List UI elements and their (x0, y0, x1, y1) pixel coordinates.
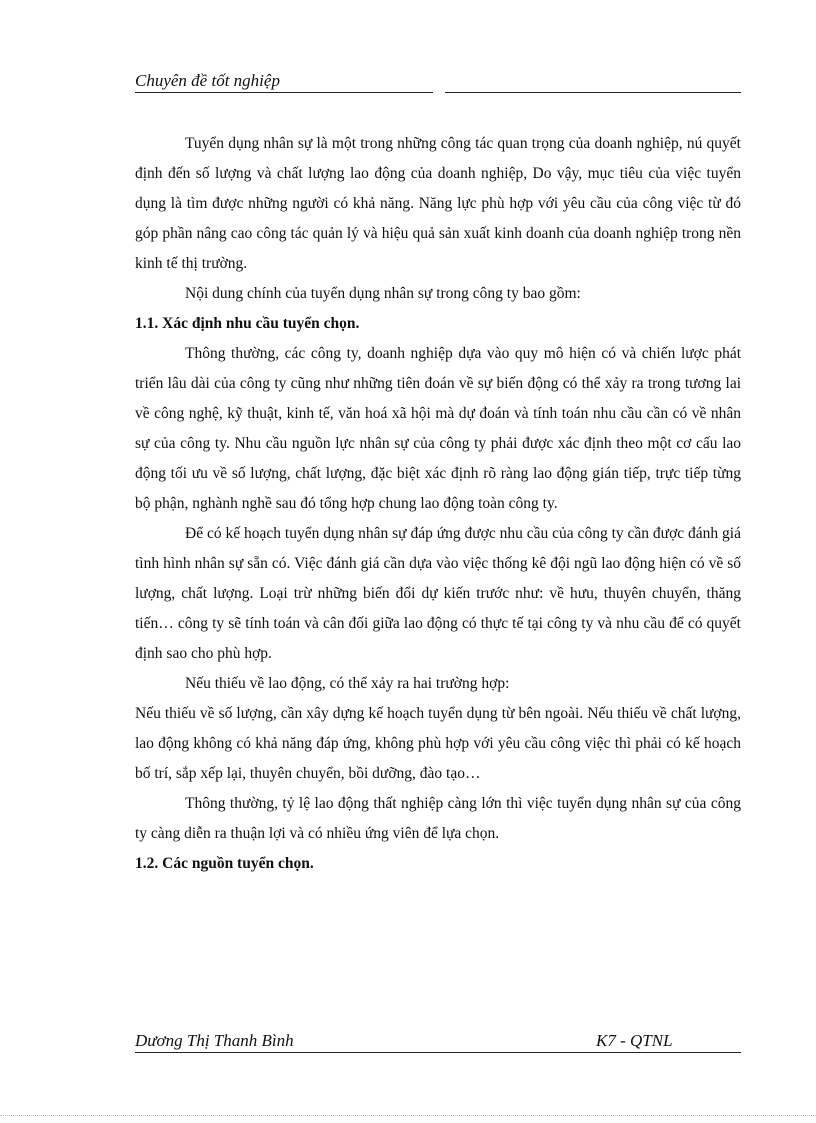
page-footer (135, 1030, 741, 1054)
paragraph-intro: Tuyển dụng nhân sự là một trong những công tác quan trọng của doanh nghiệp, nú quyết định đến số lượng và chất lượng lao động của doanh nghiệp, Do vậy, mục tiêu của việc tuyển dụng là tìm được những người có khả năng. Năng lực phù hợp với yêu cầu của công việc từ đó góp phần nâng cao công tác quản lý và hiệu quả sản xuất kinh doanh của doanh nghiệp trong nền kinh tế thị trường. (135, 135, 741, 272)
header-rule-left (135, 92, 433, 93)
paragraph-content-list: Nội dung chính của tuyển dụng nhân sự trong công ty bao gồm: (185, 285, 581, 302)
section-heading-1-1: 1.1. Xác định nhu cầu tuyển chọn. (135, 315, 360, 332)
header-rule-right (445, 92, 741, 93)
paragraph-unemployment: Thông thường, tỷ lệ lao động thất nghiệp càng lớn thì việc tuyển dụng nhân sự của công ty càng diễn ra thuận lợi và có nhiều ứng viên để lựa chọn. (135, 795, 741, 842)
paragraph-shortage-cases: Nếu thiếu về số lượng, cần xây dựng kế hoạch tuyển dụng từ bên ngoài. Nếu thiếu về chất lượng, lao động không có khả năng đáp ứng, không phù hợp với yêu cầu công việc thì phải có kế hoạch bố trí, sắp xếp lại, thuyên chuyển, bồi dưỡng, đào tạo… (135, 705, 741, 782)
paragraph-shortage: Nếu thiếu về lao động, có thể xảy ra hai trường hợp: (185, 675, 510, 692)
footer-rule (135, 1052, 741, 1053)
paragraph-plan: Để có kế hoạch tuyển dụng nhân sự đáp ứng được nhu cầu của công ty cần được đánh giá tình hình nhân sự sẵn có. Việc đánh giá cần dựa vào việc thống kê đội ngũ lao động hiện có về số lượng, chất lượng. Loại trừ những biến đổi dự kiến trước như: về hưu, thuyên chuyển, thăng tiến… công ty sẽ tính toán và cân đối giữa lao động có thực tế tại công ty và nhu cầu để có quyết định sao cho phù hợp. (135, 525, 741, 662)
document-body (135, 129, 741, 879)
page-edge (0, 1115, 816, 1116)
section-heading-1-2: 1.2. Các nguồn tuyển chọn. (135, 855, 314, 872)
footer-class-code: K7 - QTNL (596, 1031, 673, 1050)
footer-author: Dương Thị Thanh Bình (135, 1031, 294, 1050)
paragraph-demand: Thông thường, các công ty, doanh nghiệp dựa vào quy mô hiện có và chiến lược phát triển lâu dài của công ty cũng như những tiên đoán về sự biến động có thể xảy ra trong tương lai về công nghệ, kỹ thuật, kinh tế, văn hoá xã hội mà dự đoán và tính toán nhu cầu cần có về nhân sự của công ty. Nhu cầu nguồn lực nhân sự của công ty phải được xác định theo một cơ cấu lao động tối ưu về số lượng, chất lượng, đặc biệt xác định rõ ràng lao động gián tiếp, trực tiếp từng bộ phận, nghành nghề sau đó tổng hợp chung lao động toàn công ty. (135, 345, 741, 512)
page-header (135, 70, 741, 94)
header-title: Chuyên đề tốt nghiệp (135, 71, 280, 90)
